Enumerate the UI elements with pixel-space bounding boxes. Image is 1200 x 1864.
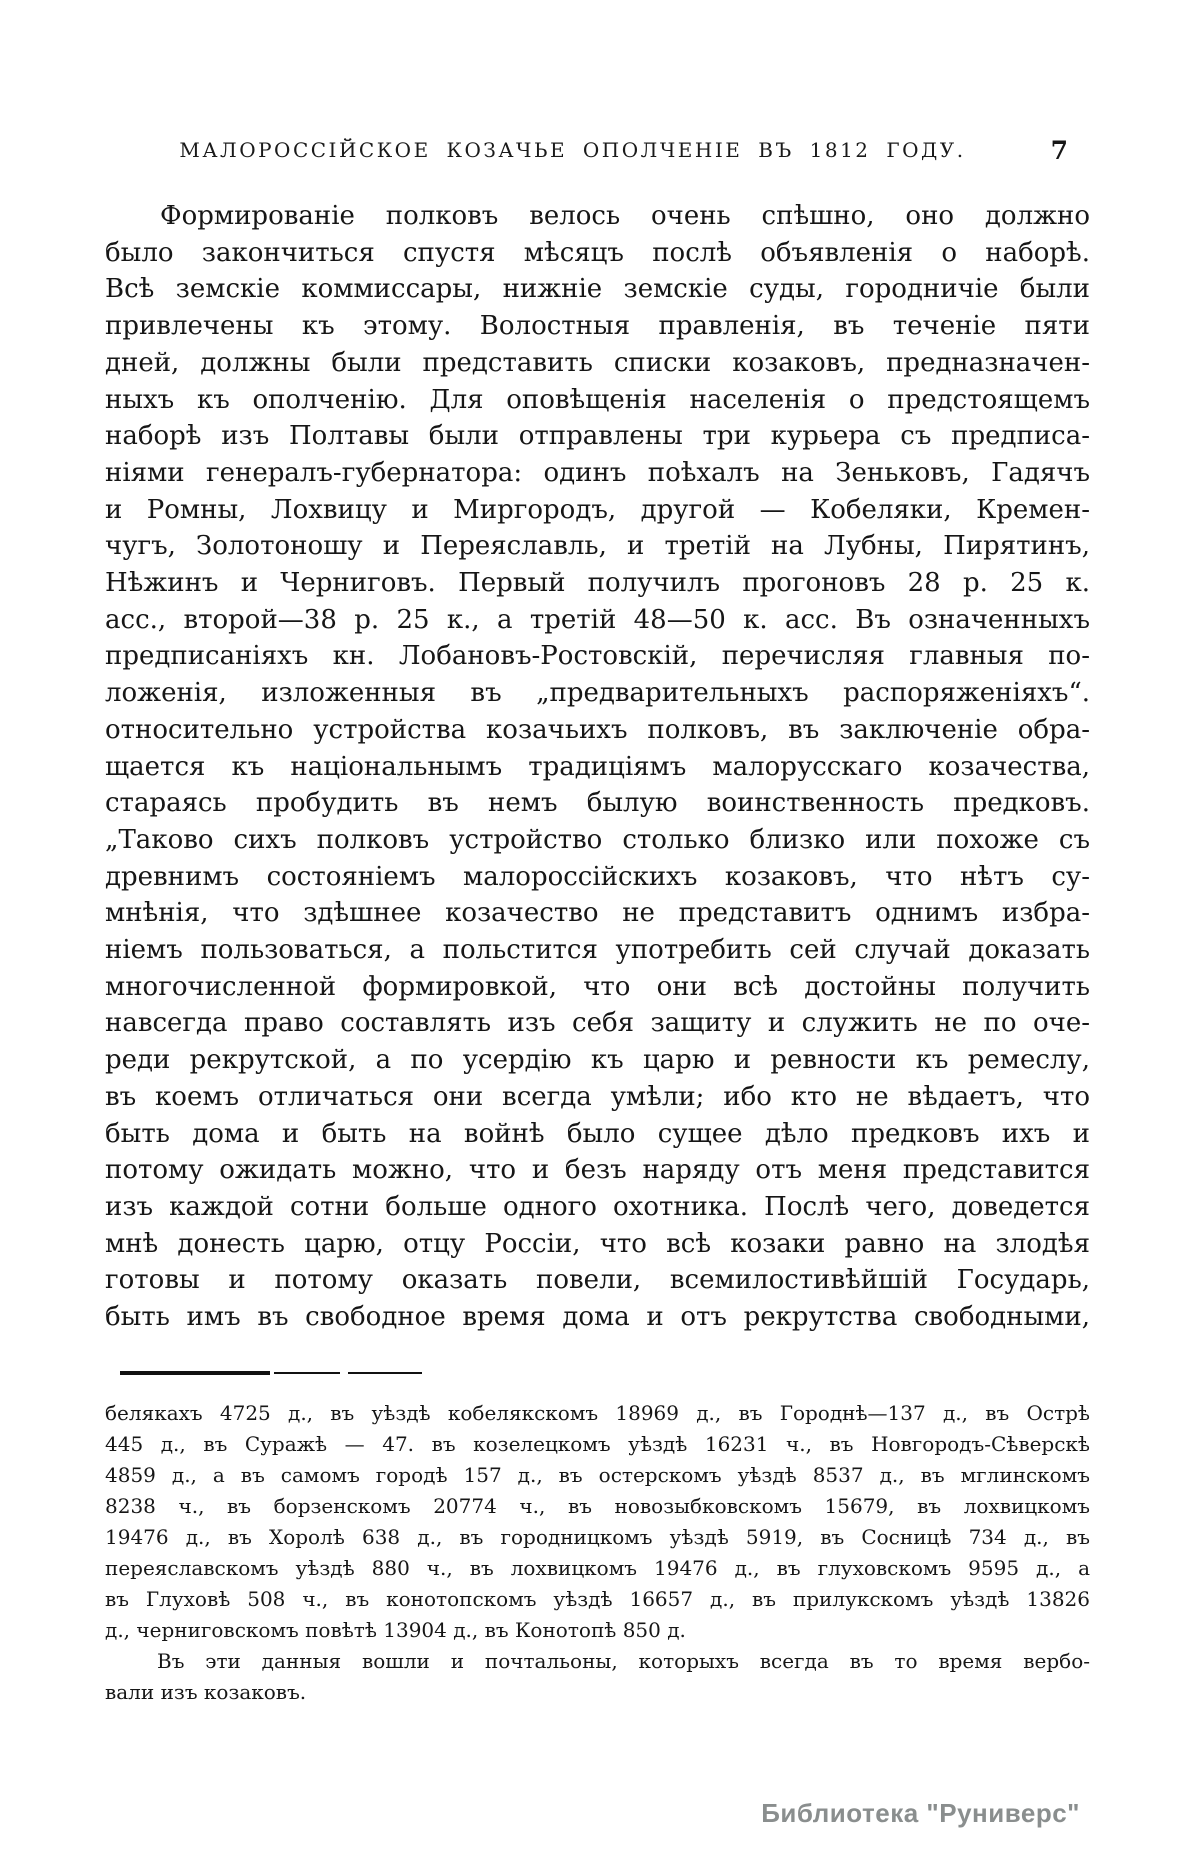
- text-line: Въ эти данныя вошли и почтальоны, которыхъ всегда въ то время вербо-: [157, 1649, 1090, 1673]
- text-line: Формированіе полковъ велось очень спѣшно, оно должно: [160, 201, 1090, 231]
- text-line: стараясь пробудить въ немъ былую воинственность предковъ.: [105, 788, 1090, 819]
- text-line: наборѣ изъ Полтавы были отправлены три курьера съ предписа-: [105, 421, 1090, 452]
- text-line: привлечены къ этому. Волостныя правленія, въ теченіе пяти: [105, 311, 1090, 342]
- text-line: дней, должны были представить списки козаковъ, предназначен-: [105, 347, 1090, 378]
- text-line: потому ожидать можно, что и безъ наряду отъ меня представится: [105, 1155, 1090, 1186]
- text-line: было закончиться спустя мѣсяцъ послѣ объявленія о наборѣ.: [105, 237, 1090, 268]
- text-line: ніемъ пользоваться, а польстится употребить сей случай доказать: [105, 935, 1090, 966]
- text-line: быть дома и быть на войнѣ было сущее дѣло предковъ ихъ и: [105, 1118, 1090, 1149]
- text-line: д., черниговскомъ повѣтѣ 13904 д., въ Конотопѣ 850 д.: [105, 1618, 686, 1642]
- text-line: въ Глуховѣ 508 ч., въ конотопскомъ уѣздѣ 16657 д., въ прилукскомъ уѣздѣ 13826: [105, 1587, 1090, 1611]
- footnote-separator: [120, 1371, 430, 1375]
- text-line: предписаніяхъ кн. Лобановъ-Ростовскій, перечисляя главныя по-: [105, 641, 1090, 672]
- running-title: МАЛОРОССІЙСКОЕ КОЗАЧЬЕ ОПОЛЧЕНІЕ ВЪ 1812 ГОДУ.: [179, 138, 966, 162]
- text-line: относительно устройства козачьихъ полковъ, въ заключеніе обра-: [105, 714, 1090, 745]
- page-number: 7: [1050, 136, 1068, 165]
- text-line: 19476 д., въ Хоролѣ 638 д., въ городницкомъ уѣздѣ 5919, въ Сосницѣ 734 д., въ: [105, 1525, 1090, 1549]
- text-line: и Ромны, Лохвицу и Миргородъ, другой — Кобеляки, Кремен-: [105, 494, 1090, 525]
- text-line: реди рекрутской, а по усердію къ царю и ревности къ ремеслу,: [105, 1045, 1090, 1076]
- footnote-paragraph: [105, 1646, 1090, 1708]
- text-line: быть имъ въ свободное время дома и отъ рекрутства свободными,: [105, 1302, 1090, 1333]
- text-line: въ коемъ отличаться они всегда умѣли; ибо кто не вѣдаетъ, что: [105, 1081, 1090, 1112]
- text-line: 445 д., въ Суражѣ — 47. въ козелецкомъ уѣздѣ 16231 ч., въ Новгородъ-Сѣверскѣ: [105, 1432, 1090, 1456]
- main-text-block: [105, 198, 1090, 1336]
- text-line: ныхъ къ ополченію. Для оповѣщенія населенія о предстоящемъ: [105, 384, 1090, 415]
- text-line: чугъ, Золотоношу и Переяславль, и третій на Лубны, Пирятинъ,: [105, 531, 1090, 562]
- text-line: белякахъ 4725 д., въ уѣздѣ кобелякскомъ 18969 д., въ Городнѣ—137 д., въ Острѣ: [105, 1401, 1090, 1425]
- library-watermark: Библиотека "Руниверс": [761, 1798, 1080, 1828]
- text-line: мнѣнія, что здѣшнее козачество не представитъ однимъ избра-: [105, 898, 1090, 929]
- text-line: древнимъ состояніемъ малороссійскихъ козаковъ, что нѣтъ су-: [105, 861, 1090, 892]
- text-line: навсегда право составлять изъ себя защиту и служить не по оче-: [105, 1008, 1090, 1039]
- text-line: ложенія, изложенныя въ „предварительныхъ распоряженіяхъ“.: [105, 678, 1090, 709]
- text-line: асс., второй—38 р. 25 к., а третій 48—50 к. асс. Въ означенныхъ: [105, 604, 1090, 635]
- text-line: „Таково сихъ полковъ устройство столько близко или похоже съ: [105, 824, 1090, 855]
- text-line: щается къ національнымъ традиціямъ малорусскаго козачества,: [105, 751, 1090, 782]
- text-line: 4859 д., а въ самомъ городѣ 157 д., въ остерскомъ уѣздѣ 8537 д., въ мглинскомъ: [105, 1463, 1090, 1487]
- text-line: Всѣ земскіе коммиссары, нижніе земскіе суды, городничіе были: [105, 274, 1090, 305]
- text-line: многочисленной формировкой, что они всѣ достойны получить: [105, 971, 1090, 1002]
- text-line: мнѣ донесть царю, отцу Россіи, что всѣ козаки равно на злодѣя: [105, 1228, 1090, 1259]
- footnote-paragraph-continuation: [105, 1398, 1090, 1646]
- footnote-block: [105, 1398, 1090, 1708]
- text-line: 8238 ч., въ борзенскомъ 20774 ч., въ новозыбковскомъ 15679, въ лохвицкомъ: [105, 1494, 1090, 1518]
- page-header: [105, 138, 1090, 170]
- text-line: вали изъ козаковъ.: [105, 1680, 307, 1704]
- text-line: готовы и потому оказать повели, всемилостивѣйшій Государь,: [105, 1265, 1090, 1296]
- text-line: изъ каждой сотни больше одного охотника. Послѣ чего, доведется: [105, 1191, 1090, 1222]
- text-line: Нѣжинъ и Черниговъ. Первый получилъ прогоновъ 28 р. 25 к.: [105, 568, 1090, 599]
- text-line: переяславскомъ уѣздѣ 880 ч., въ лохвицкомъ 19476 д., въ глуховскомъ 9595 д., а: [105, 1556, 1090, 1580]
- text-line: ніями генералъ-губернатора: одинъ поѣхалъ на Зеньковъ, Гадячъ: [105, 457, 1090, 488]
